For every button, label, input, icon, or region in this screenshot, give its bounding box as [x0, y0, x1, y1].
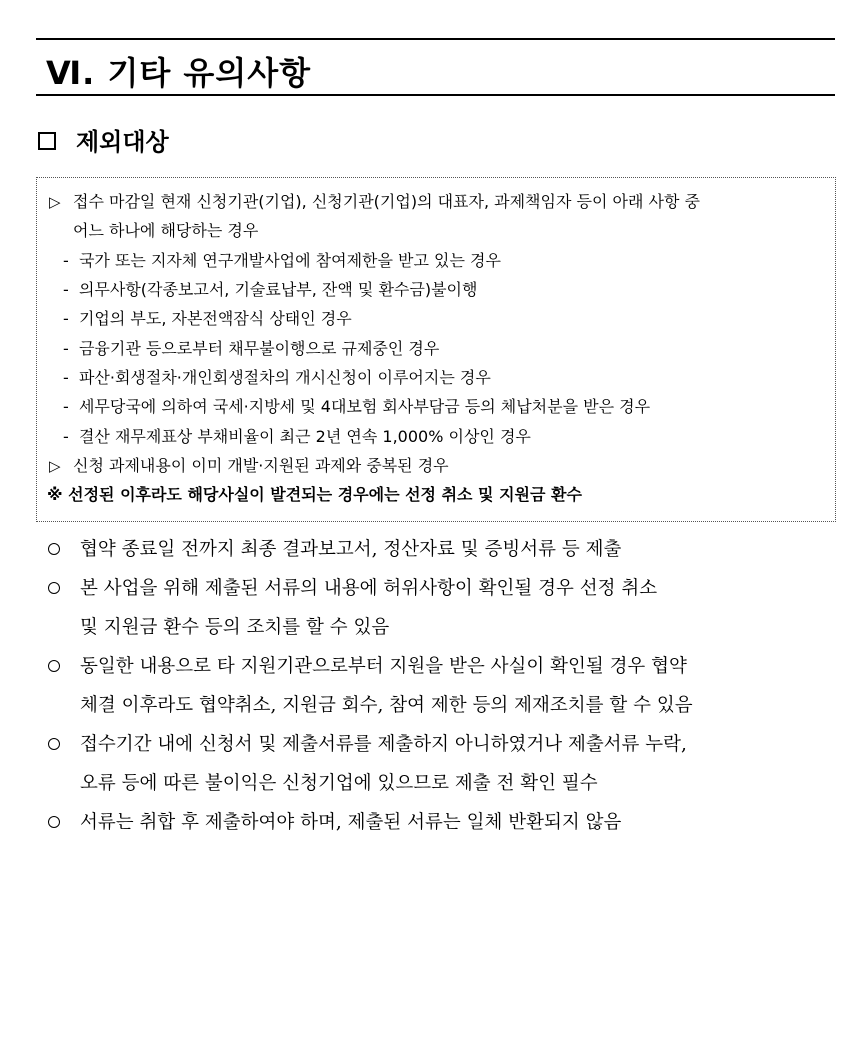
- bullet-text-continuation: 오류 등에 따른 불이익은 신청기업에 있으므로 제출 전 확인 필수: [80, 773, 598, 794]
- bullet-text: 본 사업을 위해 제출된 서류의 내용에 허위사항이 확인될 경우 선정 취소: [80, 578, 658, 599]
- exclusion-subitem-text: 국가 또는 지자체 연구개발사업에 참여제한을 받고 있는 경우: [78, 251, 501, 270]
- bullet-text-continuation: 체결 이후라도 협약취소, 지원금 회수, 참여 제한 등의 제재조치를 할 수 있음: [80, 695, 693, 716]
- bullet-item: [44, 730, 840, 760]
- dash-marker: -: [63, 368, 69, 387]
- dash-marker: -: [63, 427, 69, 446]
- circle-bullet-icon: [48, 582, 60, 594]
- bullet-item: [44, 574, 840, 604]
- bullet-text: 접수기간 내에 신청서 및 제출서류를 제출하지 아니하였거나 제출서류 누락,: [80, 734, 687, 755]
- exclusion-subitem: [63, 279, 477, 301]
- exclusion-subitem-text: 금융기관 등으로부터 채무불이행으로 규제중인 경우: [78, 339, 440, 358]
- bullet-item: [44, 535, 840, 565]
- bullet-text: 협약 종료일 전까지 최종 결과보고서, 정산자료 및 증빙서류 등 제출: [80, 539, 622, 560]
- circle-bullet-icon: [48, 738, 60, 750]
- exclusion-subitem-text: 기업의 부도, 자본전액잠식 상태인 경우: [78, 309, 352, 328]
- bullet-text-continuation: 및 지원금 환수 등의 조치를 할 수 있음: [80, 617, 390, 638]
- bullet-item: [44, 652, 840, 682]
- dash-marker: -: [63, 309, 69, 328]
- exclusion-subitem: [63, 308, 352, 330]
- triangle-icon: ▷: [49, 457, 61, 475]
- exclusion-subitem-text: 세무당국에 의하여 국세·지방세 및 4대보험 회사부담금 등의 체납처분을 받은 경우: [78, 397, 651, 416]
- exclusion-subitem: [63, 396, 650, 418]
- dash-marker: -: [63, 251, 69, 270]
- exclusion-item: [49, 191, 700, 213]
- dash-marker: -: [63, 339, 69, 358]
- exclusion-item-text: 신청 과제내용이 이미 개발·지원된 과제와 중복된 경우: [73, 456, 449, 475]
- exclusion-subitem: [63, 426, 531, 448]
- exclusion-item-text: 접수 마감일 현재 신청기관(기업), 신청기관(기업)의 대표자, 과제책임자 등이 아래 사항 중: [73, 192, 700, 211]
- circle-bullet-icon: [48, 543, 60, 555]
- dash-marker: -: [63, 280, 69, 299]
- section-title: Ⅵ. 기타 유의사항: [46, 54, 312, 92]
- exclusion-title: 제외대상: [76, 127, 169, 156]
- bullet-text: 서류는 취합 후 제출하여야 하며, 제출된 서류는 일체 반환되지 않음: [80, 812, 622, 833]
- exclusion-subitem-text: 의무사항(각종보고서, 기술료납부, 잔액 및 환수금)불이행: [78, 280, 478, 299]
- exclusion-item: [49, 455, 449, 477]
- bullet-item: [44, 808, 840, 838]
- checkbox-icon: [38, 132, 56, 150]
- exclusion-notice: ※ 선정된 이후라도 해당사실이 발견되는 경우에는 선정 취소 및 지원금 환수: [47, 485, 582, 504]
- exclusion-subitem: [63, 250, 501, 272]
- bullet-text: 동일한 내용으로 타 지원기관으로부터 지원을 받은 사실이 확인될 경우 협약: [80, 656, 687, 677]
- circle-bullet-icon: [48, 660, 60, 672]
- exclusion-subitem: [63, 338, 439, 360]
- exclusion-item-continuation: 어느 하나에 해당하는 경우: [73, 221, 259, 240]
- exclusion-subitem-text: 결산 재무제표상 부채비율이 최근 2년 연속 1,000% 이상인 경우: [78, 427, 531, 446]
- exclusion-box: [36, 177, 836, 522]
- dash-marker: -: [63, 397, 69, 416]
- triangle-icon: ▷: [49, 193, 61, 211]
- section-header: [36, 38, 835, 96]
- exclusion-subitem-text: 파산·회생절차·개인회생절차의 개시신청이 이루어지는 경우: [78, 368, 491, 387]
- exclusion-subitem: [63, 367, 491, 389]
- circle-bullet-icon: [48, 816, 60, 828]
